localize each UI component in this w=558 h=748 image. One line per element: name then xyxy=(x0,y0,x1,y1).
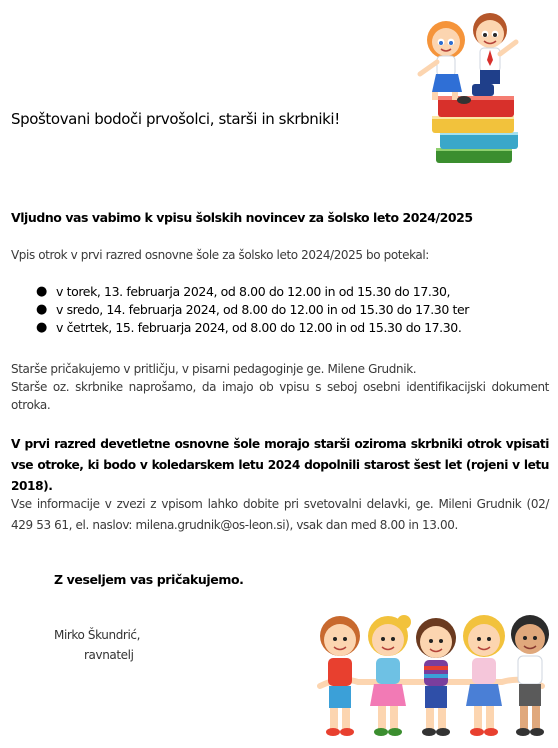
invitation-heading: Vljudno vas vabimo k vpisu šolskih novincev za šolsko leto 2024/2025 xyxy=(11,210,473,225)
boy-shorts xyxy=(480,70,500,84)
child-1 xyxy=(320,616,360,736)
list-item xyxy=(0,301,469,319)
location-line: Starše pričakujemo v pritličju, v pisarni pedagoginje ge. Milene Grudnik. xyxy=(11,362,417,376)
girl-shirt xyxy=(437,56,455,76)
child-5 xyxy=(511,615,549,736)
child-4 xyxy=(463,615,505,736)
child-2 xyxy=(368,615,411,736)
contact-info: Vse informacije v zvezi z vpisom lahko dobite pri svetovalni delavki, ge. Mileni Grudnik (02/ 429 53 61, el. naslov: milena.grudnik@os-leon.si), vsak dan med 8.00 in 13.00. xyxy=(11,497,549,532)
bullet-icon: ● xyxy=(36,320,47,335)
enrollment-dates-list xyxy=(0,283,469,337)
closing-line: Z veseljem vas pričakujemo. xyxy=(54,572,244,587)
schedule-intro: Vpis otrok v prvi razred osnovne šole za šolsko leto 2024/2025 bo potekal: xyxy=(11,248,429,262)
girl-face xyxy=(432,28,460,56)
children-on-books-illustration xyxy=(412,8,530,168)
girl-skirt xyxy=(432,74,462,92)
requirement-paragraph: V prvi razred devetletne osnovne šole morajo starši oziroma skrbniki otrok vpisati vse otroke, ki bodo v koledarskem letu 2024 dopolnili starost šest let (rojeni v letu 2018). xyxy=(11,437,549,493)
document-note: Starše oz. skrbnike naprošamo, da imajo ob vpisu s seboj osebni identifikacijski dokument otroka. xyxy=(11,380,549,412)
date-text: v torek, 13. februarja 2024, od 8.00 do 12.00 in od 15.30 do 17.30, xyxy=(56,284,451,299)
child-3 xyxy=(416,618,456,736)
greeting-heading: Spoštovani bodoči prvošolci, starši in skrbniki! xyxy=(11,110,340,128)
children-holding-hands-illustration xyxy=(310,606,550,738)
signature-name: Mirko Škundrić, xyxy=(54,628,141,642)
bullet-icon: ● xyxy=(36,302,47,317)
bullet-icon: ● xyxy=(36,284,47,299)
list-item xyxy=(0,283,469,301)
list-item xyxy=(0,319,469,337)
date-text: v četrtek, 15. februarja 2024, od 8.00 do 12.00 in od 15.30 do 17.30. xyxy=(56,320,462,335)
signature-title: ravnatelj xyxy=(84,648,134,662)
date-text: v sredo, 14. februarja 2024, od 8.00 do 12.00 in od 15.30 do 17.30 ter xyxy=(56,302,469,317)
